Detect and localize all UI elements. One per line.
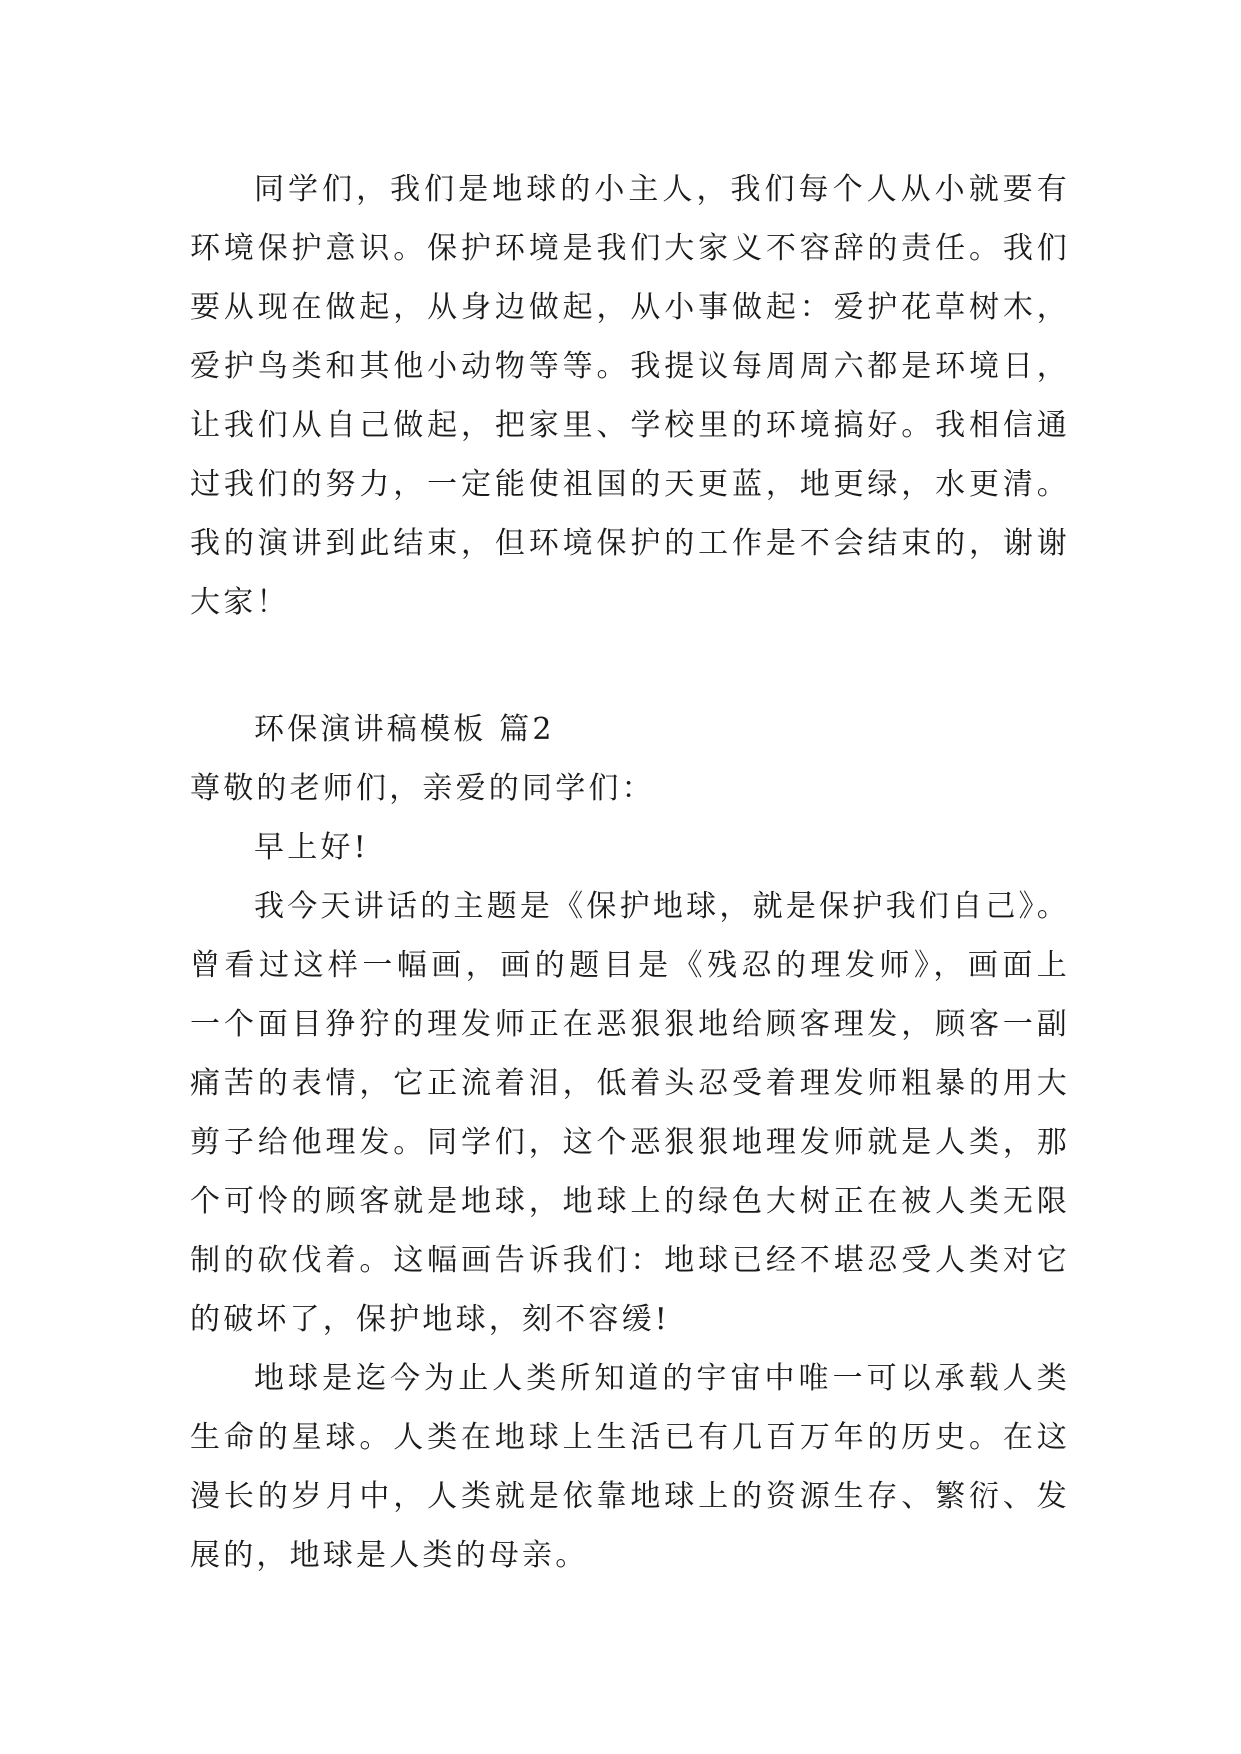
body-paragraph: 我今天讲话的主题是《保护地球，就是保护我们自己》。曾看过这样一幅画，画的题目是《残忍的理发师》，画面上一个面目狰狞的理发师正在恶狠狠地给顾客理发，顾客一副痛苦的表情，它正流着泪，低着头忍受着理发师粗暴的用大剪子给他理发。同学们，这个恶狠狠地理发师就是人类，那个可怜的顾客就是地球，地球上的绿色大树正在被人类无限制的砍伐着。这幅画告诉我们：地球已经不堪忍受人类对它的破坏了，保护地球，刻不容缓! (190, 889, 1070, 1337)
section-spacer (190, 632, 1070, 700)
salutation: 尊敬的老师们，亲爱的同学们： (190, 771, 655, 806)
closing-paragraph: 同学们，我们是地球的小主人，我们每个人从小就要有环境保护意识。保护环境是我们大家义不容辞的责任。我们要从现在做起，从身边做起，从小事做起：爱护花草树木，爱护鸟类和其他小动物等等。我提议每周周六都是环境日，让我们从自己做起，把家里、学校里的环境搞好。我相信通过我们的努力，一定能使祖国的天更蓝，地更绿，水更清。我的演讲到此结束，但环境保护的工作是不会结束的，谢谢大家！ (190, 172, 1070, 620)
document-page (190, 160, 1070, 1585)
body-paragraph: 地球是迄今为止人类所知道的宇宙中唯一可以承载人类生命的星球。人类在地球上生活已有几百万年的历史。在这漫长的岁月中，人类就是依靠地球上的资源生存、繁衍、发展的，地球是人类的母亲。 (190, 1361, 1070, 1573)
greeting: 早上好! (254, 830, 369, 865)
section-title: 环保演讲稿模板 篇2 (254, 712, 555, 747)
